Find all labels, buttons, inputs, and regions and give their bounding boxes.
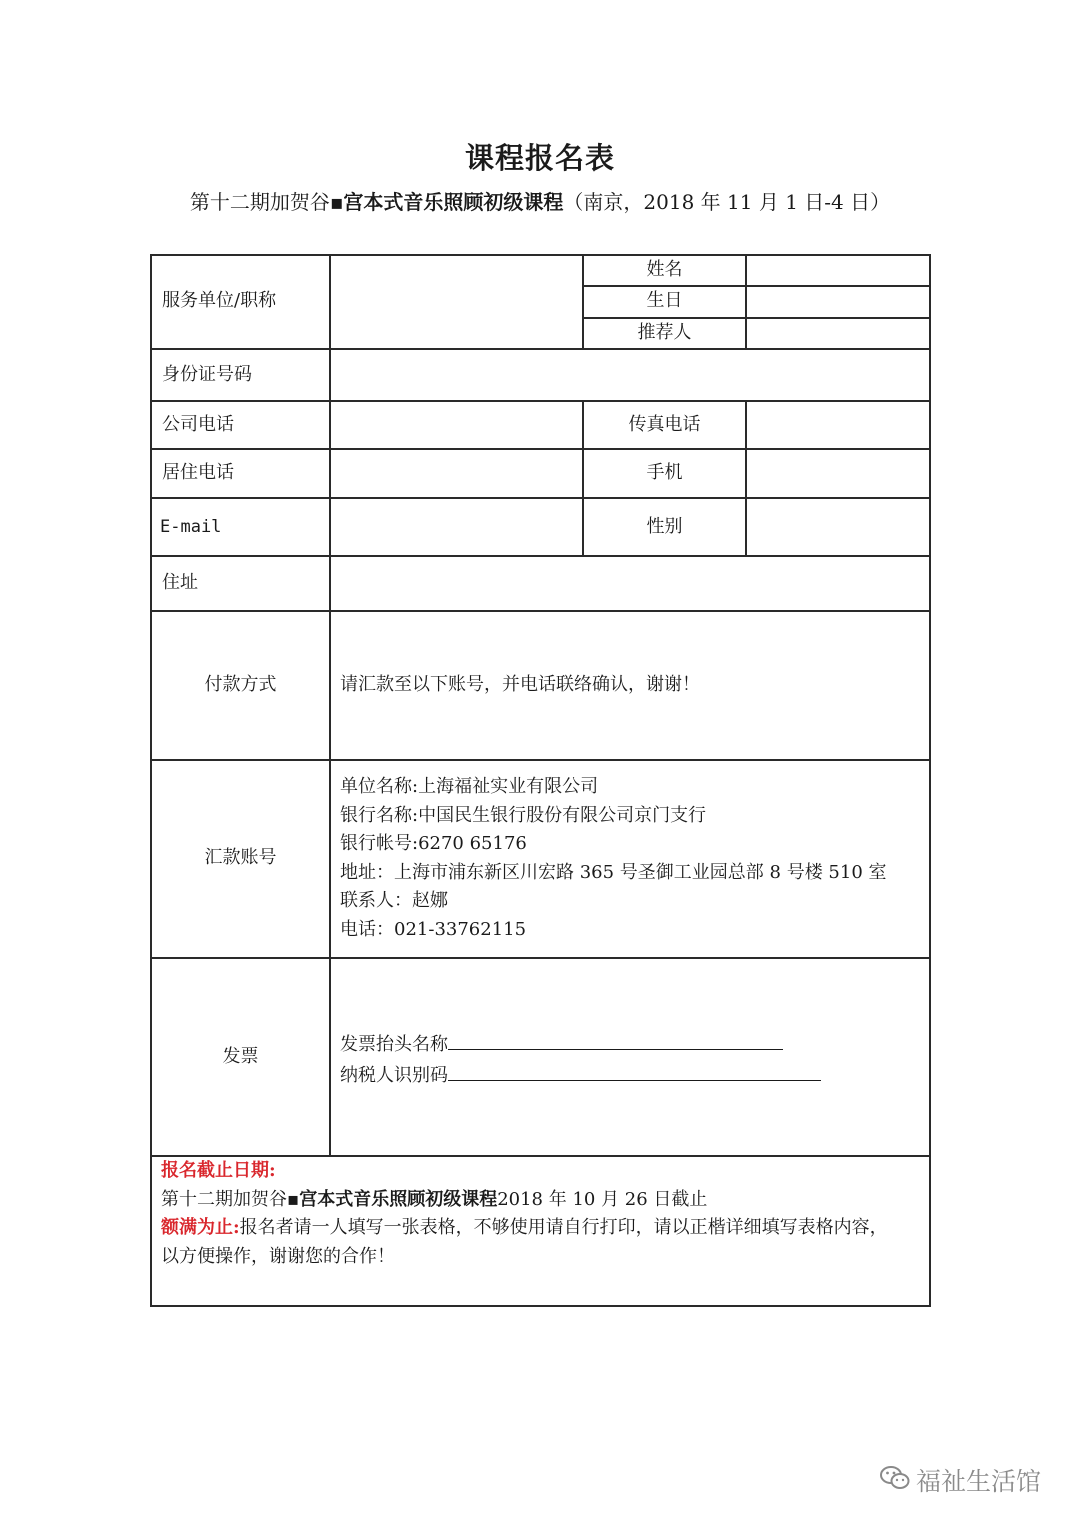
id-number-field[interactable] [331,350,929,400]
referrer-field[interactable] [747,319,929,348]
mobile-field[interactable] [747,450,929,497]
gender-label: 性别 [646,516,683,537]
company-phone-label: 公司电话 [162,414,234,435]
fax-field[interactable] [747,402,929,448]
quota-text-line1: 报名者请一人填写一张表格，不够使用请自行打印，请以正楷详细填写表格内容， [239,1217,888,1238]
fax-label: 传真电话 [628,414,701,435]
quota-text-line2: 以方便操作，谢谢您的合作！ [161,1245,395,1267]
form-title: 课程报名表 [464,141,615,175]
account-phone: 电话：021-33762115 [340,918,527,940]
registration-notes [161,1157,926,1271]
birthday-label: 生日 [646,290,683,311]
subtitle-course-name: ▪宫本式音乐照顾初级课程 [329,190,564,214]
account-bank-name: 银行名称:中国民生银行股份有限公司京门支行 [340,804,707,826]
address-label: 住址 [162,572,198,593]
gender-field[interactable] [747,499,929,555]
invoice-title-field[interactable] [448,1029,783,1050]
remittance-account-label: 汇款账号 [204,847,277,868]
account-number: 银行帐号:6270 65176 [340,833,527,854]
wechat-icon [880,1465,910,1491]
deadline-course-name: ▪宫本式音乐照顾初级课程 [287,1188,498,1210]
payment-instructions: 请汇款至以下账号，并电话联络确认，谢谢！ [340,674,700,695]
home-phone-field[interactable] [331,450,582,497]
birthday-field[interactable] [747,287,929,317]
payment-method-label: 付款方式 [204,674,277,695]
invoice-fields [340,1029,928,1090]
account-address: 地址：上海市浦东新区川宏路 365 号圣御工业园总部 8 号楼 510 室 [340,861,887,883]
subtitle-prefix: 第十二期加贺谷 [189,190,330,214]
invoice-label: 发票 [222,1046,259,1067]
name-field[interactable] [747,256,929,285]
taxpayer-id-label: 纳税人识别码 [340,1064,448,1086]
service-unit-field[interactable] [331,256,581,348]
deadline-heading: 报名截止日期: [161,1160,276,1181]
deadline-date: 2018 年 10 月 26 日截止 [497,1188,708,1210]
referrer-label: 推荐人 [637,322,692,343]
company-phone-field[interactable] [331,402,582,448]
registration-form-table [150,254,930,1307]
service-unit-label: 服务单位/职称 [162,290,277,311]
watermark-text: 福祉生活馆 [916,1467,1042,1496]
account-company-name: 单位名称:上海福祉实业有限公司 [340,776,599,797]
quota-heading: 额满为止: [161,1217,240,1238]
id-number-label: 身份证号码 [162,364,252,385]
invoice-title-label: 发票抬头名称 [340,1034,448,1055]
email-field[interactable] [331,499,582,555]
home-phone-label: 居住电话 [162,462,234,483]
watermark [880,1460,1060,1500]
name-label: 姓名 [646,259,683,280]
subtitle-suffix: （南京，2018 年 11 月 1 日-4 日） [563,190,891,214]
remittance-account-details [340,773,928,944]
address-field[interactable] [331,557,929,610]
taxpayer-id-field[interactable] [448,1060,821,1081]
email-label: E-mail [160,517,222,537]
account-contact: 联系人：赵娜 [340,890,448,911]
mobile-label: 手机 [646,462,683,483]
form-subtitle [0,186,1080,215]
deadline-prefix: 第十二期加贺谷 [161,1188,287,1210]
